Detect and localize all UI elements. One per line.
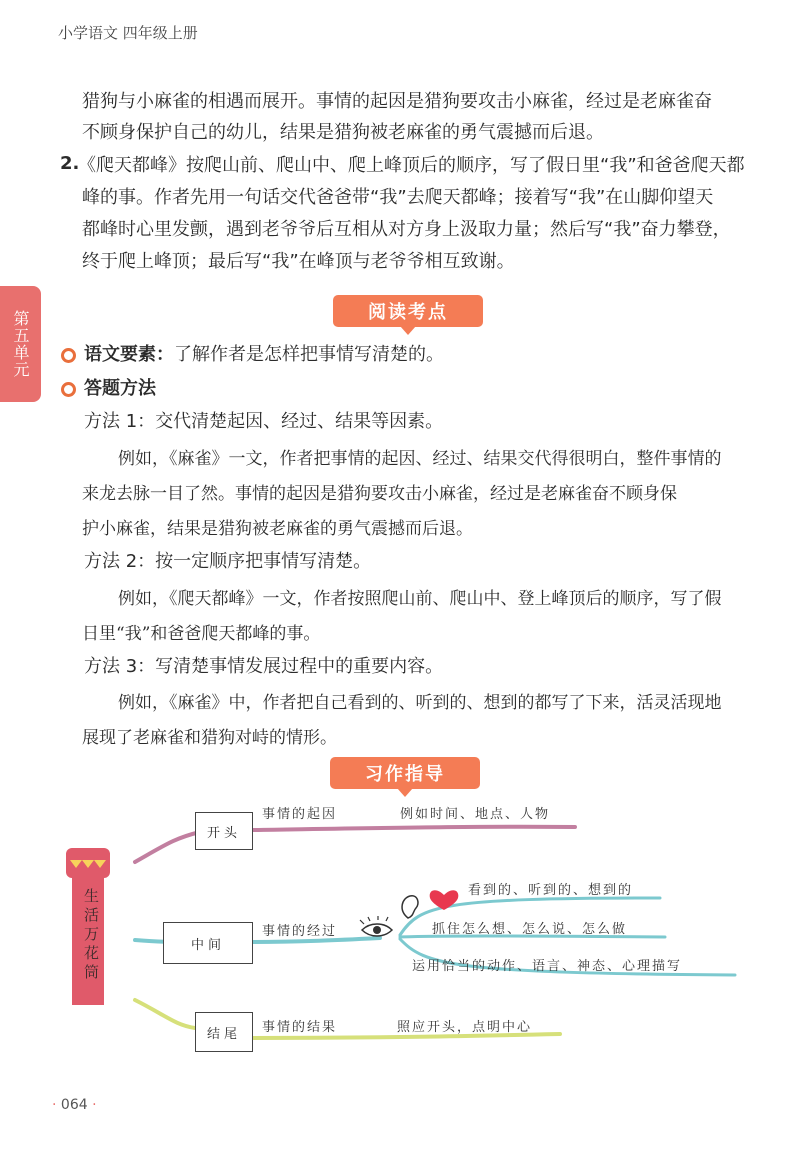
key-point-text: 了解作者是怎样把事情写清楚的。	[174, 344, 444, 365]
unit-side-tab: 第五单元	[0, 286, 41, 402]
eye-icon	[360, 916, 392, 936]
item2-line-1: 《爬天都峰》按爬山前、爬山中、爬上峰顶后的顺序，写了假日里“我”和爸爸爬天都	[78, 155, 745, 176]
middle-detail-1: 看到的、听到的、想到的	[468, 883, 634, 898]
page-header: 小学语文 四年级上册	[58, 24, 198, 42]
key-point-label: 语文要素：	[84, 344, 174, 365]
page-number-text: 064	[60, 1097, 88, 1113]
method-3-line-1: 例如，《麻雀》中，作者把自己看到的、听到的、想到的都写了下来，活灵活现地	[118, 693, 722, 713]
intro-line-1: 猎狗与小麻雀的相遇而展开。事情的起因是猎狗要攻击小麻雀，经过是老麻雀奋	[82, 91, 712, 112]
method-3-title: 方法 3：写清楚事情发展过程中的重要内容。	[84, 656, 444, 677]
heart-icon	[430, 890, 459, 910]
branch-box-opening: 开头	[195, 812, 253, 850]
method-2-line-2: 日里“我”和爸爸爬天都峰的事。	[82, 624, 321, 644]
opening-detail: 例如时间、地点、人物	[400, 807, 551, 822]
dot-icon: ·	[52, 1097, 57, 1113]
item2-line-4: 终于爬上峰顶；最后写“我”在峰顶与老爷爷相互致谢。	[82, 251, 515, 272]
item2-line-3: 都峰时心里发颤，遇到老爷爷后互相从对方身上汲取力量；然后写“我”奋力攀登，	[82, 219, 731, 240]
opening-topic: 事情的起因	[262, 807, 338, 822]
ear-icon	[402, 896, 418, 918]
middle-topic: 事情的经过	[262, 924, 338, 939]
item2-line-2: 峰的事。作者先用一句话交代爸爸带“我”去爬天都峰；接着写“我”在山脚仰望天	[82, 187, 714, 208]
dot-icon: ·	[92, 1097, 97, 1113]
method-1-line-1: 例如，《麻雀》一文，作者把事情的起因、经过、结果交代得很明白，整件事情的	[118, 449, 722, 469]
item-number: 2.	[60, 153, 80, 174]
method-heading: 答题方法	[84, 378, 156, 399]
method-2-line-1: 例如，《爬天都峰》一文，作者按照爬山前、爬山中、登上峰顶后的顺序，写了假	[118, 589, 722, 609]
method-2-title: 方法 2：按一定顺序把事情写清楚。	[84, 551, 372, 572]
middle-detail-3: 运用恰当的动作、语言、神态、心理描写	[412, 959, 683, 974]
method-3-line-2: 展现了老麻雀和猎狗对峙的情形。	[82, 728, 337, 748]
section-banner-reading: 阅读考点	[333, 295, 483, 327]
branch-box-middle: 中间	[163, 922, 253, 964]
method-1-title: 方法 1：交代清楚起因、经过、结果等因素。	[84, 411, 444, 432]
branch-box-ending: 结尾	[195, 1012, 253, 1052]
method-1-line-3: 护小麻雀，结果是猎狗被老麻雀的勇气震撼而后退。	[82, 519, 473, 539]
intro-line-2: 不顾身保护自己的幼儿，结果是猎狗被老麻雀的勇气震撼而后退。	[82, 122, 604, 143]
ending-topic: 事情的结果	[262, 1020, 338, 1035]
method-1-line-2: 来龙去脉一目了然。事情的起因是猎狗要攻击小麻雀，经过是老麻雀奋不顾身保	[82, 484, 677, 504]
page-number	[52, 1097, 97, 1113]
ending-detail: 照应开头，点明中心	[397, 1020, 533, 1035]
mindmap-root-label: 生活万花筒	[82, 888, 100, 983]
section-banner-writing: 习作指导	[330, 757, 480, 789]
middle-detail-2: 抓住怎么想、怎么说、怎么做	[432, 922, 628, 937]
